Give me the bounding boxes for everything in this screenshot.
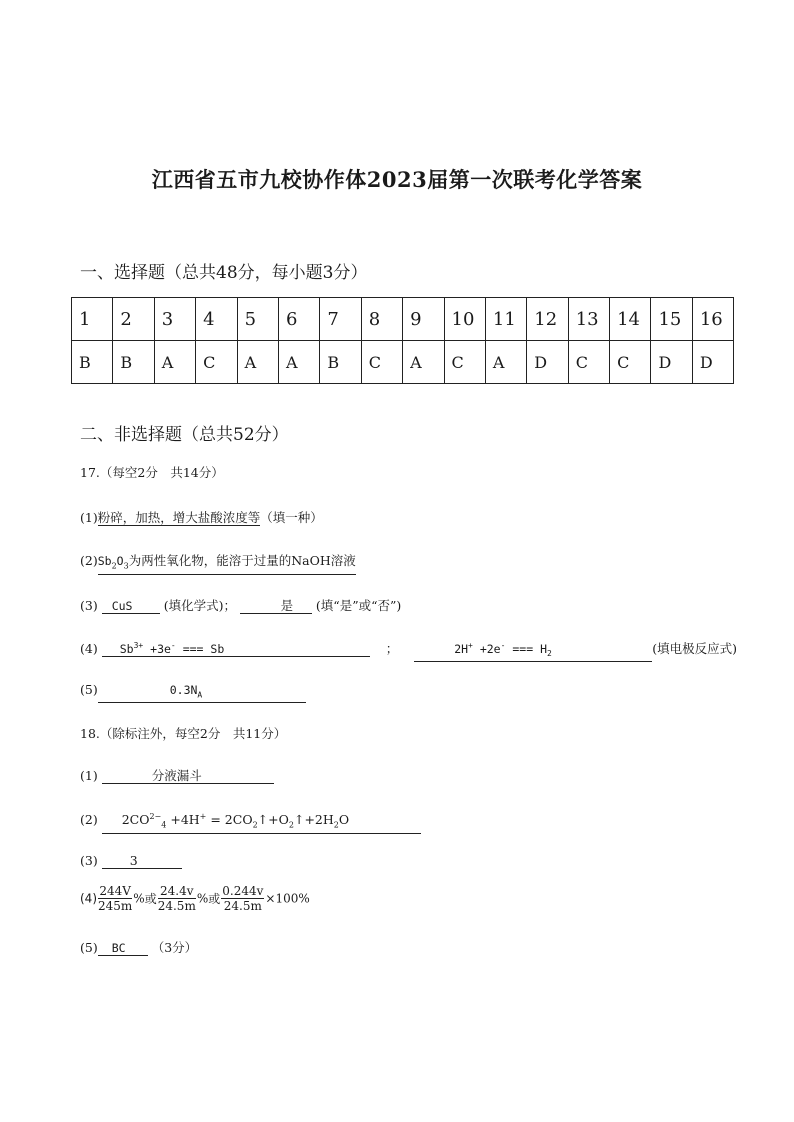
section1-heading: 一、选择题（总共48分，每小题3分） (80, 263, 368, 283)
answer-cell: B (320, 341, 361, 384)
q18-2-answer: $2CO^{2-}_4 +4H^+$ = $2CO_2↑+O_2↑+2H_2O$ (102, 810, 421, 834)
answer-cell: D (651, 341, 692, 384)
question-number-cell: 6 (278, 298, 319, 341)
answer-cell: B (72, 341, 113, 384)
q18-3-answer: 3 (102, 854, 182, 869)
q17-3-answer-2: 是 (240, 599, 312, 614)
answer-cell: A (278, 341, 319, 384)
q17-3-number: (3) (80, 598, 98, 613)
question-number-cell: 8 (361, 298, 402, 341)
question-number-cell: 1 (72, 298, 113, 341)
q17-answer-1 (80, 508, 323, 526)
q18-5-number: (5) (80, 940, 98, 955)
question-number-cell: 5 (237, 298, 278, 341)
q17-4-separator: ； (385, 641, 399, 656)
question-number-cell: 9 (403, 298, 444, 341)
q17-3-note-2: (填“是”或“否”) (315, 598, 402, 613)
q17-header: 17.（每空2分 共14分） (80, 465, 224, 480)
answer-cell: C (610, 341, 651, 384)
page-title: 江西省五市九校协作体2023届第一次联考化学答案 (151, 167, 643, 192)
q17-4-note: (填电极反应式) (652, 641, 737, 656)
answer-cell: A (237, 341, 278, 384)
question-number-cell: 16 (692, 298, 733, 341)
q18-2-number: (2) (80, 812, 98, 828)
section2-heading: 二、非选择题（总共52分） (80, 425, 289, 445)
q17-1-number: (1) (80, 510, 98, 525)
q17-3-note-1: (填化学式)； (163, 598, 236, 613)
question-number-cell: 4 (196, 298, 237, 341)
q17-2-answer: $Sb_2O_3$为两性氧化物，能溶于过量的NaOH溶液 (98, 554, 356, 575)
question-number-cell: 12 (527, 298, 568, 341)
q18-1-number: (1) (80, 768, 98, 783)
question-number-row (72, 298, 734, 341)
question-number-cell: 15 (651, 298, 692, 341)
q18-4-fraction-3: $\frac{0.244v}{24.5m}$ (222, 884, 264, 913)
answer-cell: A (403, 341, 444, 384)
q17-4-answer-1: $Sb^{3+} +3e^-$ === Sb (102, 639, 370, 657)
answer-row (72, 341, 734, 384)
q18-answer-4: (4) $\frac{244V}{245m}$ %或 $\frac{24.4v}{24.5m}$ %或 $\frac{0.244v}{24.5m}$ ×100% (80, 884, 310, 913)
question-number-cell: 10 (444, 298, 485, 341)
answer-cell: D (692, 341, 733, 384)
q18-answer-3 (80, 853, 182, 869)
answer-cell: A (154, 341, 195, 384)
question-number-cell: 11 (485, 298, 526, 341)
q18-5-note: （3分） (151, 940, 198, 955)
answer-cell: C (444, 341, 485, 384)
q18-3-number: (3) (80, 853, 98, 868)
q18-4-fraction-2: $\frac{24.4v}{24.5m}$ (157, 884, 196, 913)
answer-table (71, 297, 734, 384)
answer-cell: C (568, 341, 609, 384)
q17-answer-4 (80, 639, 737, 662)
answer-cell: B (113, 341, 154, 384)
question-number-cell: 13 (568, 298, 609, 341)
q17-4-number: (4) (80, 641, 98, 656)
question-number-cell: 2 (113, 298, 154, 341)
q17-1-note: （填一种） (260, 510, 323, 525)
q18-1-answer: 分液漏斗 (102, 769, 274, 784)
q18-4-number: (4) (80, 891, 97, 906)
q17-3-answer-1: CuS (102, 599, 160, 614)
q17-4-answer-2: 2H+ +2e- === $H_2$ (414, 639, 652, 662)
answer-cell: C (361, 341, 402, 384)
q18-header: 18.（除标注外，每空2分 共11分） (80, 726, 287, 741)
q18-answer-1 (80, 768, 274, 784)
q17-1-answer: 粉碎，加热，增大盐酸浓度等 (97, 510, 261, 525)
question-number-cell: 14 (610, 298, 651, 341)
q18-4-fraction-1: $\frac{244V}{245m}$ (98, 884, 133, 913)
question-number-cell: 3 (154, 298, 195, 341)
answer-cell: D (527, 341, 568, 384)
q17-5-number: (5) (80, 682, 98, 697)
q17-2-number: (2) (80, 553, 98, 568)
q18-answer-2 (80, 810, 421, 834)
answer-cell: C (196, 341, 237, 384)
q17-answer-5 (80, 682, 306, 703)
answer-cell: A (485, 341, 526, 384)
q17-5-answer: $0.3N_A$ (98, 683, 306, 703)
q17-answer-3 (80, 596, 401, 614)
q18-answer-5 (80, 938, 197, 956)
q17-answer-2 (80, 553, 356, 575)
question-number-cell: 7 (320, 298, 361, 341)
q18-5-answer: BC (98, 941, 148, 956)
